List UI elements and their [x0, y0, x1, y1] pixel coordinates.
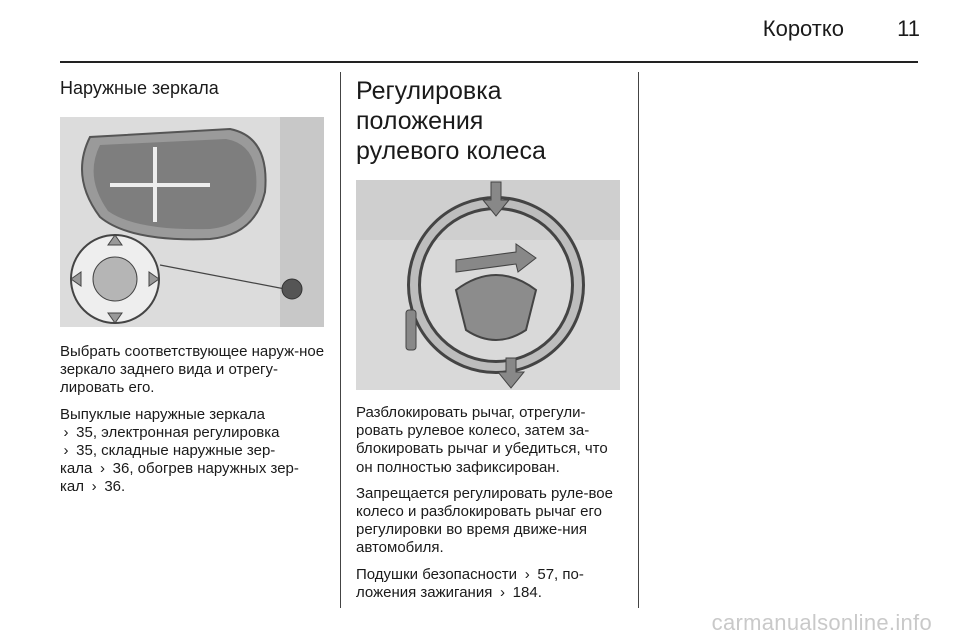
page-ref-icon: ›	[91, 478, 97, 496]
section-heading: Регулировка положения рулевого колеса	[356, 77, 546, 165]
page-number: 11	[897, 16, 920, 41]
page-ref-icon: ›	[500, 583, 505, 601]
page-ref-icon: ›	[524, 565, 530, 583]
paragraph: Выпуклые наружные зеркала › 35, электронная регулировка › 35, складные наружные зер- кала › 36, обогрев наружных зер- кал › 36.	[60, 405, 299, 496]
section-steering-wheel	[356, 70, 628, 610]
watermark: carmanualsonline.info	[711, 610, 932, 635]
page-ref-icon: ›	[100, 460, 105, 478]
paragraph: Запрещается регулировать руле-вое колесо и разблокировать рычаг его регулировки во время движе-ния автомобиля.	[356, 484, 613, 557]
paragraph: Выбрать соответствующее наруж-ное зеркало заднего вида и отрегу-лировать его.	[60, 343, 325, 397]
mirror-figure	[60, 117, 324, 327]
header-title: Коротко	[762, 16, 844, 41]
section-outside-mirrors	[60, 70, 332, 505]
section-heading: Наружные зеркала	[60, 78, 219, 98]
paragraph: Подушки безопасности › 57, по- ложения зажигания › 184.	[356, 565, 584, 601]
paragraph: Разблокировать рычаг, отрегули-ровать рулевое колесо, затем за-блокировать рычаг и убедиться, что он полностью зафиксирован.	[356, 404, 608, 476]
page-ref-icon: ›	[63, 442, 69, 460]
steering-wheel-figure	[356, 180, 620, 390]
page-ref-icon: ›	[63, 423, 69, 441]
column-divider	[638, 72, 639, 608]
column-divider	[340, 72, 341, 608]
header-rule	[60, 61, 918, 63]
